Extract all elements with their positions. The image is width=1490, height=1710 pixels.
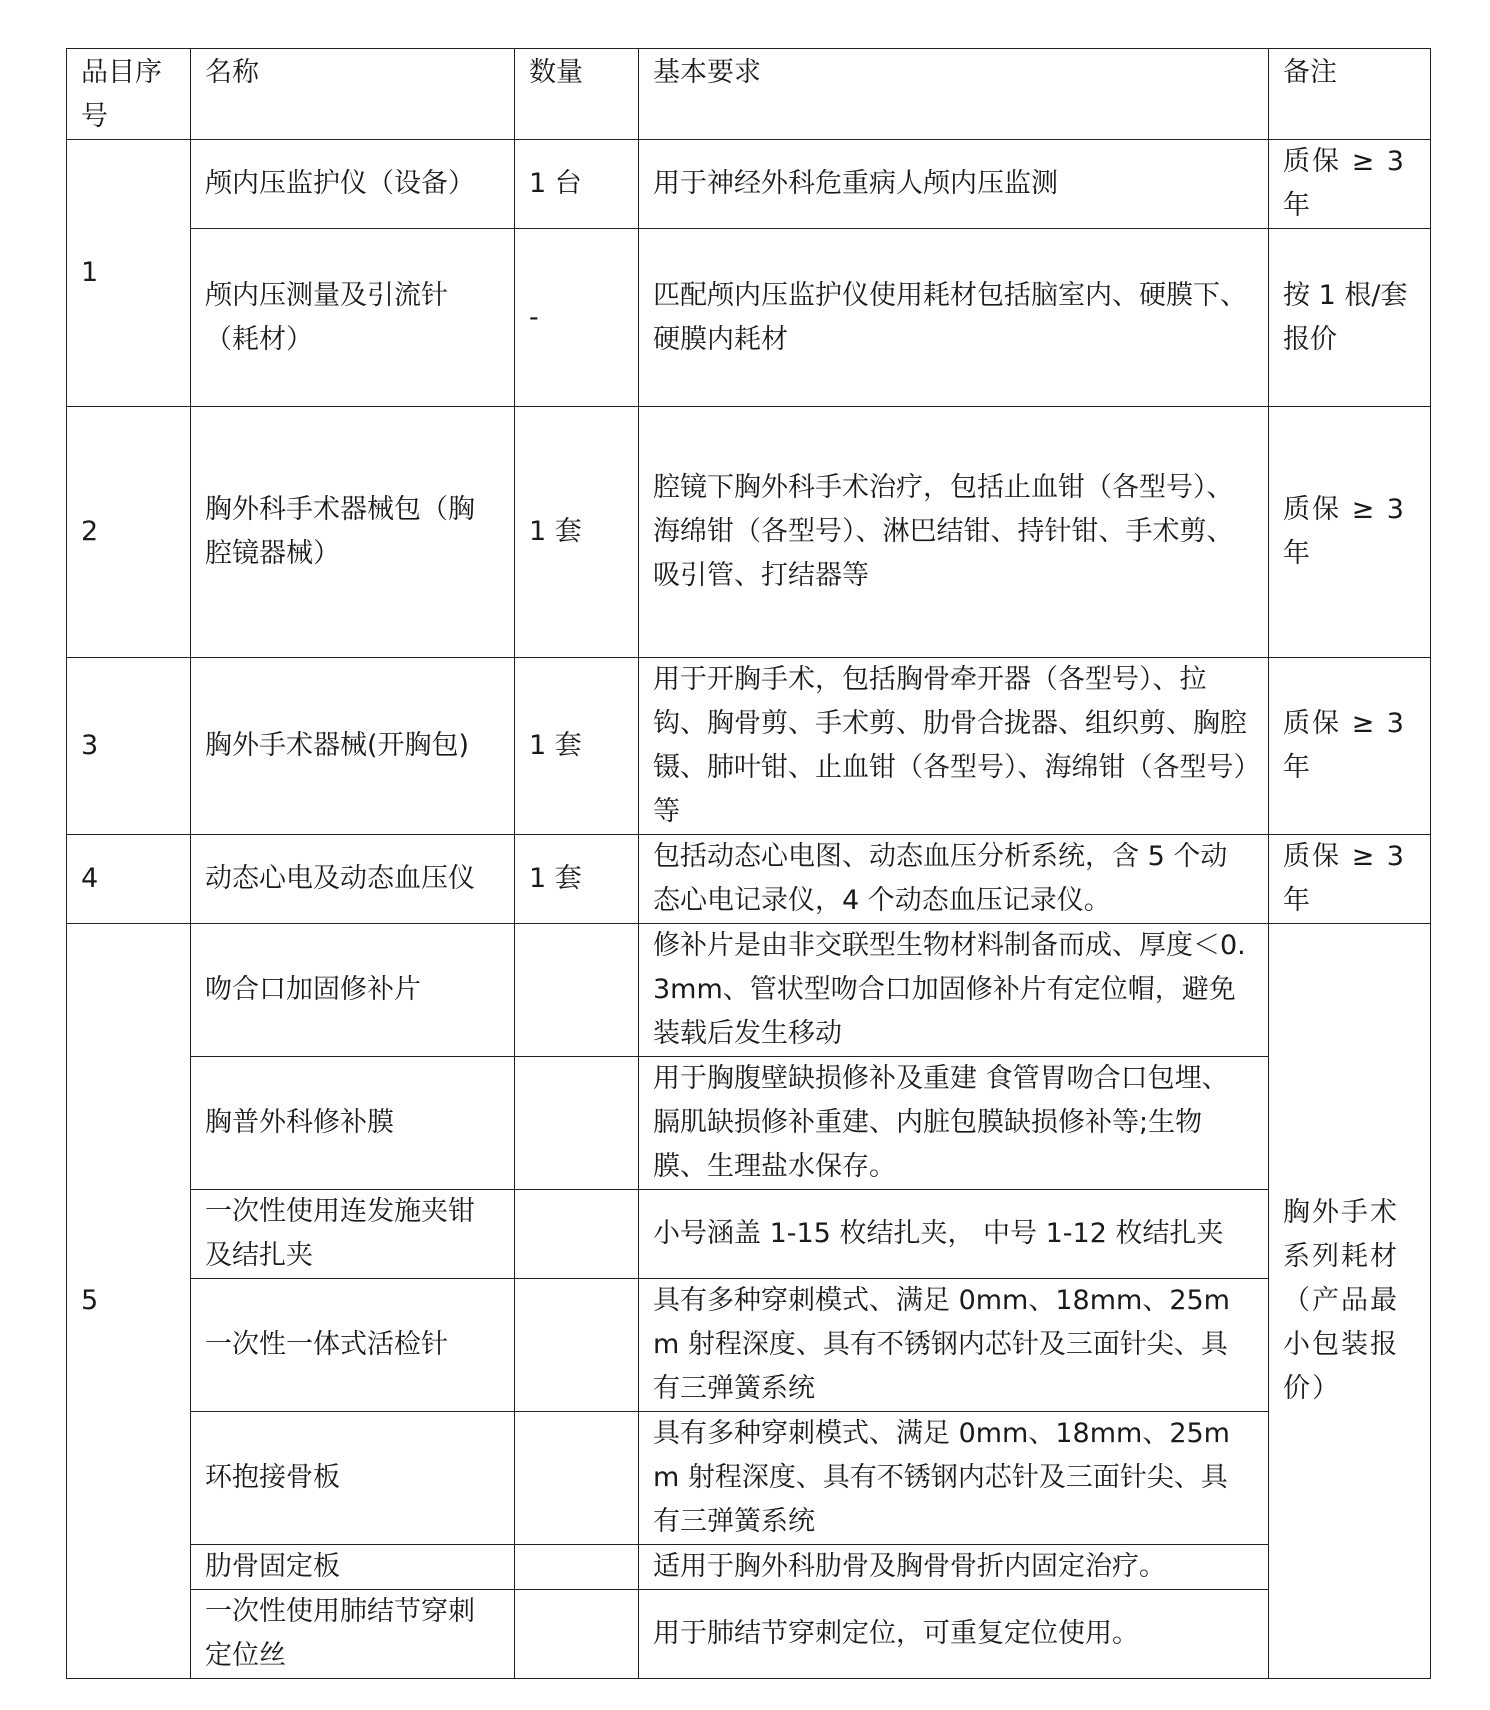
item-requirements: 包括动态心电图、动态血压分析系统，含 5 个动态心电记录仪，4 个动态血压记录仪。	[639, 835, 1269, 924]
header-name: 名称	[191, 49, 515, 140]
table-row	[67, 1279, 1431, 1412]
item-requirements: 具有多种穿刺模式、满足 0mm、18mm、25mm 射程深度、具有不锈钢内芯针及三面针尖、具有三弹簧系统	[639, 1412, 1269, 1545]
table-row	[67, 658, 1431, 835]
item-requirements: 用于胸腹壁缺损修补及重建 食管胃吻合口包埋、膈肌缺损修补重建、内脏包膜缺损修补等;生物膜、生理盐水保存。	[639, 1057, 1269, 1190]
group-remark: 胸外手术系列耗材（产品最小包装报价）	[1269, 924, 1431, 1679]
item-requirements: 小号涵盖 1-15 枚结扎夹， 中号 1-12 枚结扎夹	[639, 1190, 1269, 1279]
item-quantity	[515, 1545, 639, 1590]
item-quantity: 1 套	[515, 658, 639, 835]
item-name: 动态心电及动态血压仪	[191, 835, 515, 924]
seq-cell: 1	[67, 140, 191, 407]
procurement-table	[66, 48, 1431, 1679]
item-requirements: 用于神经外科危重病人颅内压监测	[639, 140, 1269, 229]
table-row	[67, 1590, 1431, 1679]
header-seq: 品目序号	[67, 49, 191, 140]
table-row	[67, 1412, 1431, 1545]
table-row	[67, 407, 1431, 658]
item-quantity: 1 台	[515, 140, 639, 229]
item-quantity	[515, 1279, 639, 1412]
item-name: 一次性使用肺结节穿刺定位丝	[191, 1590, 515, 1679]
item-name: 胸普外科修补膜	[191, 1057, 515, 1190]
item-quantity: 1 套	[515, 407, 639, 658]
item-requirements: 用于肺结节穿刺定位，可重复定位使用。	[639, 1590, 1269, 1679]
seq-cell: 5	[67, 924, 191, 1679]
seq-cell: 4	[67, 835, 191, 924]
item-quantity	[515, 1412, 639, 1545]
table-row	[67, 835, 1431, 924]
item-name: 颅内压监护仪（设备）	[191, 140, 515, 229]
item-name: 肋骨固定板	[191, 1545, 515, 1590]
item-remark: 按 1 根/套报价	[1269, 229, 1431, 407]
item-quantity: -	[515, 229, 639, 407]
item-name: 吻合口加固修补片	[191, 924, 515, 1057]
table-row	[67, 1057, 1431, 1190]
item-name: 环抱接骨板	[191, 1412, 515, 1545]
table-row	[67, 1545, 1431, 1590]
item-requirements: 具有多种穿刺模式、满足 0mm、18mm、25mm 射程深度、具有不锈钢内芯针及三面针尖、具有三弹簧系统	[639, 1279, 1269, 1412]
item-quantity	[515, 1057, 639, 1190]
item-remark: 质保 ≥ 3 年	[1269, 835, 1431, 924]
header-row	[67, 49, 1431, 140]
header-remark: 备注	[1269, 49, 1431, 140]
item-remark: 质保 ≥ 3 年	[1269, 658, 1431, 835]
item-name: 一次性使用连发施夹钳及结扎夹	[191, 1190, 515, 1279]
item-requirements: 腔镜下胸外科手术治疗，包括止血钳（各型号）、海绵钳（各型号）、淋巴结钳、持针钳、手术剪、吸引管、打结器等	[639, 407, 1269, 658]
table-row	[67, 924, 1431, 1057]
item-requirements: 用于开胸手术，包括胸骨牵开器（各型号）、拉钩、胸骨剪、手术剪、肋骨合拢器、组织剪、胸腔镊、肺叶钳、止血钳（各型号）、海绵钳（各型号）等	[639, 658, 1269, 835]
item-name: 胸外手术器械(开胸包)	[191, 658, 515, 835]
table-row	[67, 140, 1431, 229]
item-requirements: 修补片是由非交联型生物材料制备而成、厚度＜0.3mm、管状型吻合口加固修补片有定位帽，避免装载后发生移动	[639, 924, 1269, 1057]
item-requirements: 匹配颅内压监护仪使用耗材包括脑室内、硬膜下、硬膜内耗材	[639, 229, 1269, 407]
item-name: 胸外科手术器械包（胸腔镜器械）	[191, 407, 515, 658]
header-requirements: 基本要求	[639, 49, 1269, 140]
item-quantity	[515, 1590, 639, 1679]
item-name: 颅内压测量及引流针（耗材）	[191, 229, 515, 407]
seq-cell: 2	[67, 407, 191, 658]
seq-cell: 3	[67, 658, 191, 835]
table-row	[67, 229, 1431, 407]
item-quantity: 1 套	[515, 835, 639, 924]
table-row	[67, 1190, 1431, 1279]
item-remark: 质保 ≥ 3 年	[1269, 407, 1431, 658]
item-quantity	[515, 924, 639, 1057]
item-name: 一次性一体式活检针	[191, 1279, 515, 1412]
item-remark: 质保 ≥ 3 年	[1269, 140, 1431, 229]
item-quantity	[515, 1190, 639, 1279]
item-requirements: 适用于胸外科肋骨及胸骨骨折内固定治疗。	[639, 1545, 1269, 1590]
header-qty: 数量	[515, 49, 639, 140]
